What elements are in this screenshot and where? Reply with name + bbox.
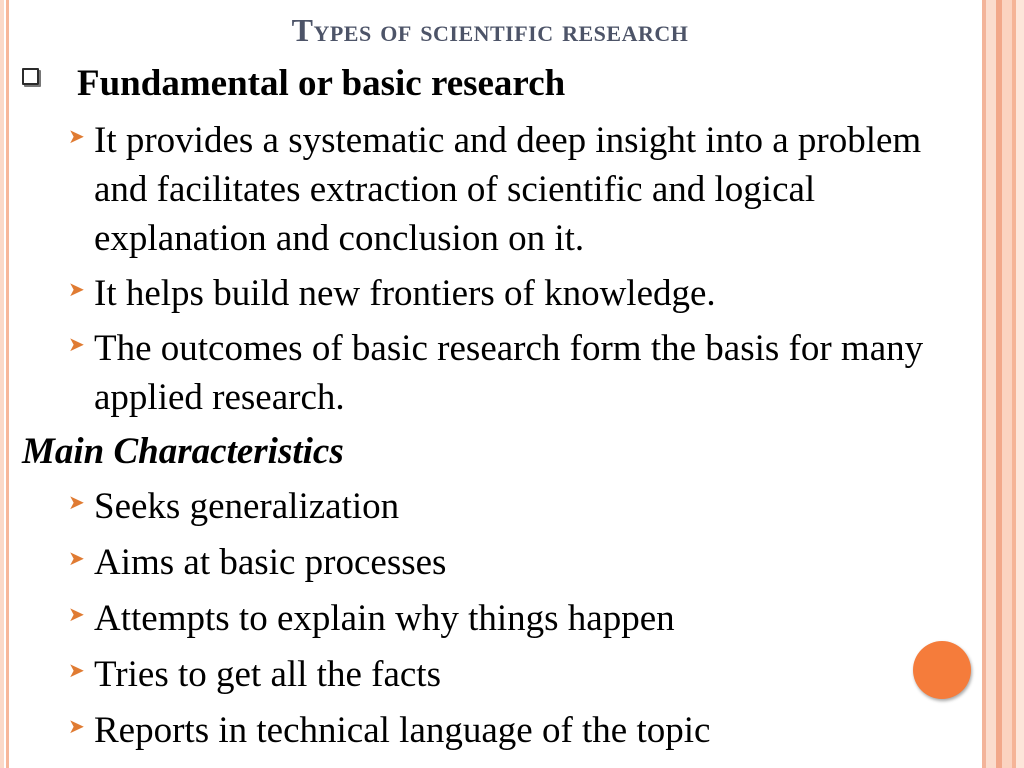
left-decorative-stripe xyxy=(0,0,14,768)
list-item xyxy=(68,269,973,318)
list-item xyxy=(68,594,973,643)
list-item xyxy=(68,538,973,587)
slide-title: Types of scientific research xyxy=(291,12,689,48)
list-item xyxy=(68,116,973,263)
orange-circle-decoration xyxy=(913,641,971,699)
list-item xyxy=(68,482,973,531)
list-item xyxy=(68,650,973,699)
list-item-text: Reports in technical language of the topic xyxy=(94,710,711,751)
arrow-bullet-icon: ➤ xyxy=(68,714,85,738)
section-heading-row xyxy=(22,60,565,108)
arrow-bullet-icon: ➤ xyxy=(68,490,85,514)
arrow-bullet-icon: ➤ xyxy=(68,277,85,301)
characteristics-heading: Main Characteristics xyxy=(22,431,344,472)
list-item-text: Tries to get all the facts xyxy=(94,654,441,695)
list-item xyxy=(68,706,973,755)
list-item-text: The outcomes of basic research form the basis for many applied research. xyxy=(94,328,924,418)
arrow-bullet-icon: ➤ xyxy=(68,602,85,626)
characteristics-list xyxy=(68,482,973,755)
list-item-text: It provides a systematic and deep insight into a problem and facilitates extraction of scientific and logical explanation and conclusion on it. xyxy=(94,120,922,259)
list-item-text: It helps build new frontiers of knowledge. xyxy=(94,273,716,314)
list-item xyxy=(68,324,973,422)
arrow-bullet-icon: ➤ xyxy=(68,546,85,570)
list-item-text: Aims at basic processes xyxy=(94,542,447,583)
arrow-bullet-icon: ➤ xyxy=(68,658,85,682)
research-points-list xyxy=(68,116,973,422)
section-heading: Fundamental or basic research xyxy=(77,63,566,104)
list-item-text: Seeks generalization xyxy=(94,486,400,527)
list-item-text: Attempts to explain why things happen xyxy=(94,598,675,639)
arrow-bullet-icon: ➤ xyxy=(68,124,85,148)
arrow-bullet-icon: ➤ xyxy=(68,332,85,356)
square-bullet-icon xyxy=(22,68,39,85)
right-decorative-band xyxy=(980,0,1024,768)
